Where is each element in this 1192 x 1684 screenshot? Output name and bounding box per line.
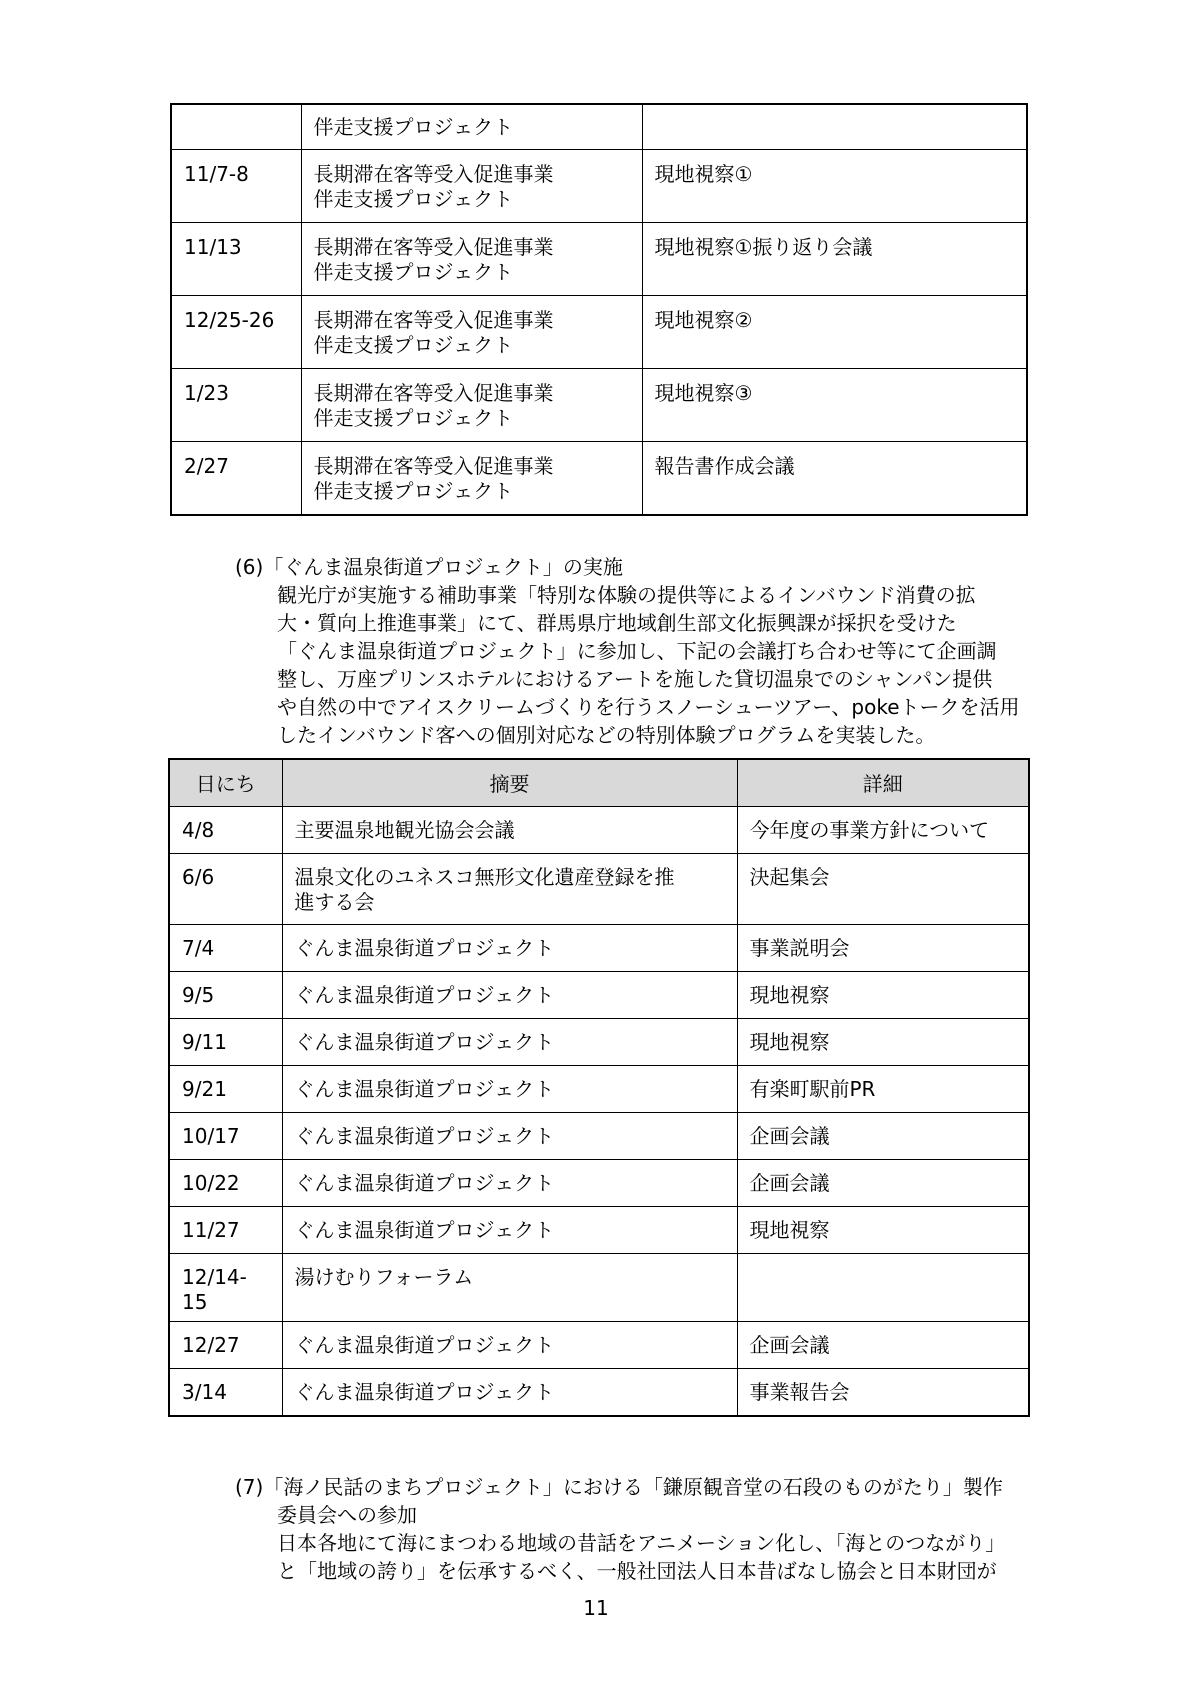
summary-cell: 長期滞在客等受入促進事業 伴走支援プロジェクト — [301, 296, 642, 369]
date-cell: 12/27 — [169, 1322, 282, 1369]
table-row — [169, 1066, 1029, 1113]
summary-cell: 湯けむりフォーラム — [282, 1254, 737, 1322]
summary-cell: ぐんま温泉街道プロジェクト — [282, 972, 737, 1019]
summary-cell: 主要温泉地観光協会会議 — [282, 807, 737, 854]
table-row — [171, 296, 1027, 369]
schedule-table-continued — [170, 103, 1028, 516]
header-summary: 摘要 — [282, 759, 737, 807]
summary-cell: 温泉文化のユネスコ無形文化遺産登録を推 進する会 — [282, 854, 737, 925]
page-number: 11 — [583, 1596, 609, 1620]
section-7 — [235, 1473, 1035, 1585]
summary-cell: ぐんま温泉街道プロジェクト — [282, 1113, 737, 1160]
detail-cell: 現地視察② — [642, 296, 1027, 369]
summary-cell: ぐんま温泉街道プロジェクト — [282, 1066, 737, 1113]
summary-cell: 長期滞在客等受入促進事業 伴走支援プロジェクト — [301, 223, 642, 296]
table-row — [171, 369, 1027, 442]
section-7-body: 委員会への参加 日本各地にて海にまつわる地域の昔話をアニメーション化し、「海とのつながり」 と「地域の誇り」を伝承するべく、一般社団法人日本昔ばなし協会と日本財団が — [277, 1503, 1006, 1583]
detail-cell — [737, 1254, 1029, 1322]
table-row — [171, 150, 1027, 223]
detail-cell: 今年度の事業方針について — [737, 807, 1029, 854]
detail-cell: 現地視察 — [737, 1019, 1029, 1066]
table-header-row — [169, 759, 1029, 807]
date-cell: 11/27 — [169, 1207, 282, 1254]
date-cell — [171, 104, 301, 150]
detail-cell: 事業説明会 — [737, 925, 1029, 972]
detail-cell: 現地視察③ — [642, 369, 1027, 442]
table-row — [169, 925, 1029, 972]
date-cell: 11/13 — [171, 223, 301, 296]
detail-cell: 報告書作成会議 — [642, 442, 1027, 516]
date-cell: 10/22 — [169, 1160, 282, 1207]
date-cell: 9/5 — [169, 972, 282, 1019]
summary-cell: 長期滞在客等受入促進事業 伴走支援プロジェクト — [301, 369, 642, 442]
section-6-heading: (6)「ぐんま温泉街道プロジェクト」の実施 — [235, 555, 623, 579]
summary-cell: ぐんま温泉街道プロジェクト — [282, 1369, 737, 1417]
date-cell: 9/11 — [169, 1019, 282, 1066]
date-cell: 12/14-15 — [169, 1254, 282, 1322]
section-6 — [235, 553, 1035, 749]
table-row — [169, 1322, 1029, 1369]
date-cell: 6/6 — [169, 854, 282, 925]
detail-cell: 現地視察 — [737, 972, 1029, 1019]
summary-cell: ぐんま温泉街道プロジェクト — [282, 925, 737, 972]
summary-cell: ぐんま温泉街道プロジェクト — [282, 1160, 737, 1207]
table-row — [169, 1369, 1029, 1417]
section-7-heading: (7)「海ノ民話のまちプロジェクト」における「鎌原観音堂の石段のものがたり」製作 — [235, 1475, 1003, 1499]
summary-cell: ぐんま温泉街道プロジェクト — [282, 1207, 737, 1254]
table-row — [169, 1160, 1029, 1207]
summary-cell: 伴走支援プロジェクト — [301, 104, 642, 150]
section-6-body: 観光庁が実施する補助事業「特別な体験の提供等によるインバウンド消費の拡 大・質向上推進事業」にて、群馬県庁地域創生部文化振興課が採択を受けた 「ぐんま温泉街道プロジェクト」に参加し、下記の会議打ち合わせ等にて企画調 整し、万座プリンスホテルにおけるアートを施した貸切温泉でのシャンパン提供 や自然の中でアイスクリームづくりを行うスノーシューツアー、pokeトークを活用 したインバウンド客への個別対応などの特別体験プログラムを実装した。 — [277, 583, 1020, 747]
detail-cell: 決起集会 — [737, 854, 1029, 925]
table-row — [171, 223, 1027, 296]
detail-cell: 現地視察①振り返り会議 — [642, 223, 1027, 296]
table-row — [169, 1207, 1029, 1254]
summary-cell: ぐんま温泉街道プロジェクト — [282, 1019, 737, 1066]
table-row — [171, 104, 1027, 150]
detail-cell: 事業報告会 — [737, 1369, 1029, 1417]
summary-cell: ぐんま温泉街道プロジェクト — [282, 1322, 737, 1369]
table-row — [169, 1113, 1029, 1160]
table-row — [169, 1019, 1029, 1066]
header-date: 日にち — [169, 759, 282, 807]
detail-cell: 企画会議 — [737, 1322, 1029, 1369]
detail-cell: 現地視察 — [737, 1207, 1029, 1254]
table-row — [169, 1254, 1029, 1322]
table-row — [169, 807, 1029, 854]
summary-cell: 長期滞在客等受入促進事業 伴走支援プロジェクト — [301, 150, 642, 223]
date-cell: 1/23 — [171, 369, 301, 442]
date-cell: 4/8 — [169, 807, 282, 854]
date-cell: 9/21 — [169, 1066, 282, 1113]
table-row — [171, 442, 1027, 516]
date-cell: 10/17 — [169, 1113, 282, 1160]
table-row — [169, 972, 1029, 1019]
date-cell: 7/4 — [169, 925, 282, 972]
gunma-onsen-schedule-table — [168, 758, 1030, 1417]
date-cell: 2/27 — [171, 442, 301, 516]
date-cell: 3/14 — [169, 1369, 282, 1417]
detail-cell: 企画会議 — [737, 1160, 1029, 1207]
date-cell: 11/7-8 — [171, 150, 301, 223]
summary-cell: 長期滞在客等受入促進事業 伴走支援プロジェクト — [301, 442, 642, 516]
header-detail: 詳細 — [737, 759, 1029, 807]
table-row — [169, 854, 1029, 925]
detail-cell: 有楽町駅前PR — [737, 1066, 1029, 1113]
date-cell: 12/25-26 — [171, 296, 301, 369]
detail-cell: 企画会議 — [737, 1113, 1029, 1160]
detail-cell: 現地視察① — [642, 150, 1027, 223]
detail-cell — [642, 104, 1027, 150]
